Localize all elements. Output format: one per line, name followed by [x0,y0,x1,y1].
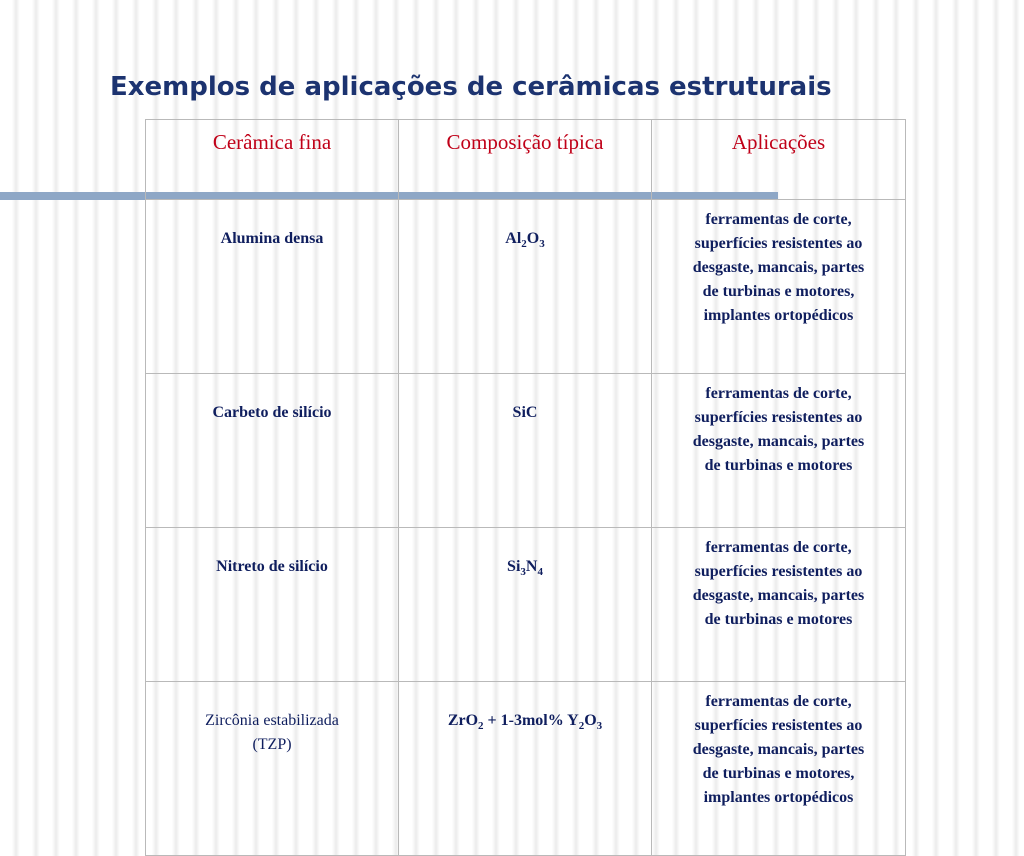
cell-line: superfícies resistentes ao [694,717,863,734]
composition-formula [513,401,538,425]
composition-formula [505,227,544,251]
composition-cell [399,682,652,856]
applications-cell [652,374,906,528]
cell-line: Zircônia estabilizada [205,712,339,729]
formula-subscript: 2 [478,720,484,732]
cell-line: desgaste, mancais, partes [692,741,865,758]
header-ceramic: Cerâmica fina [146,120,399,200]
cell-line: ferramentas de corte, [705,211,852,228]
ceramic-cell: Alumina densa [146,200,399,374]
formula-subscript: 3 [520,566,526,578]
table-row [146,200,906,374]
formula-text: N [525,558,538,575]
formula-text: SiC [512,404,538,421]
table-row [146,374,906,528]
cell-line: desgaste, mancais, partes [692,259,865,276]
composition-cell [399,374,652,528]
formula-text: Si [507,558,521,575]
table-row [146,528,906,682]
composition-formula [448,709,602,733]
cell-line: de turbinas e motores [704,611,853,628]
cell-line: superfícies resistentes ao [694,563,863,580]
cell-line: superfícies resistentes ao [694,409,863,426]
formula-subscript: 2 [521,238,527,250]
cell-line: ferramentas de corte, [705,693,852,710]
table-row [146,682,906,856]
formula-text: Al [505,230,522,247]
formula-subscript: 4 [537,566,543,578]
ceramic-cell: Nitreto de silício [146,528,399,682]
slide-title: Exemplos de aplicações de cerâmicas estruturais [110,72,832,102]
cell-line: implantes ortopédicos [703,789,854,806]
header-applications: Aplicações [652,120,906,200]
cell-line: superfícies resistentes ao [694,235,863,252]
formula-subscript: 3 [539,238,545,250]
formula-subscript: 2 [578,720,585,732]
cell-line: de turbinas e motores, [702,765,855,782]
header-composition: Composição típica [399,120,652,200]
applications-cell [652,200,906,374]
ceramics-table [145,119,906,856]
cell-line: ferramentas de corte, [705,539,852,556]
table-header-row [146,120,906,200]
applications-cell [652,528,906,682]
cell-line: implantes ortopédicos [703,307,854,324]
composition-cell [399,528,652,682]
cell-line: de turbinas e motores, [702,283,855,300]
formula-subscript: 3 [596,720,603,732]
formula-text: O [526,230,540,247]
applications-cell [652,682,906,856]
formula-text: O [584,712,597,729]
cell-line: desgaste, mancais, partes [692,433,865,450]
composition-formula [507,555,543,579]
cell-line: ferramentas de corte, [705,385,852,402]
cell-line: (TZP) [252,736,292,753]
formula-text: ZrO [447,712,479,729]
formula-text: + 1-3mol% Y [483,712,579,729]
cell-line: de turbinas e motores [704,457,853,474]
composition-cell [399,200,652,374]
cell-line: desgaste, mancais, partes [692,587,865,604]
ceramic-cell [146,682,399,856]
ceramic-cell: Carbeto de silício [146,374,399,528]
